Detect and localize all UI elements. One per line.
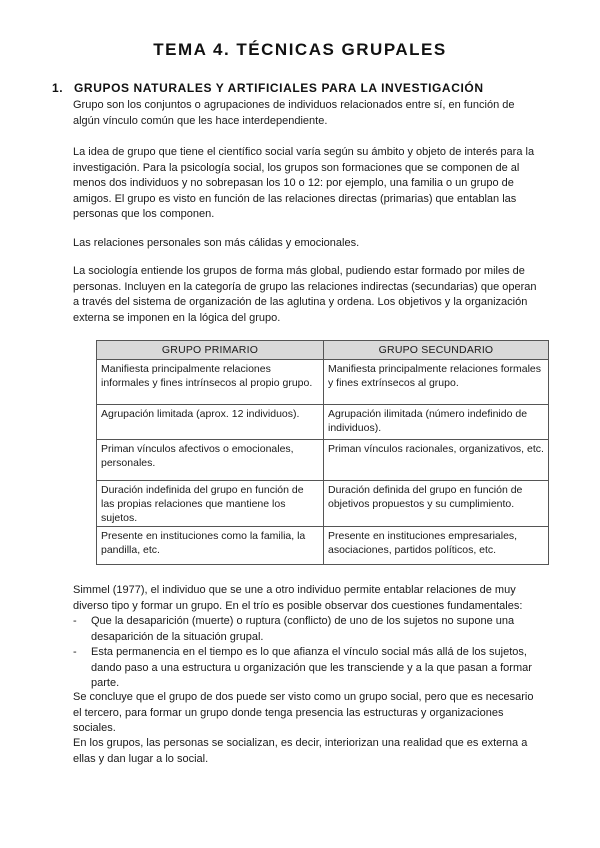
bullet-list (73, 614, 551, 692)
table-cell: Presente en instituciones empresariales, asociaciones, partidos políticos, etc. (324, 527, 549, 565)
table-cell: Priman vínculos racionales, organizativos, etc. (324, 440, 549, 481)
table-cell: Manifiesta principalmente relaciones informales y fines intrínsecos al propio grupo. (97, 360, 324, 405)
bullet-marker: - (73, 646, 77, 658)
table-cell: Agrupación ilimitada (número indefinido de individuos). (324, 405, 549, 440)
table-header-primary: GRUPO PRIMARIO (97, 341, 324, 360)
table-header-secondary: GRUPO SECUNDARIO (324, 341, 549, 360)
table-row (97, 360, 549, 405)
table-row (97, 405, 549, 440)
section-heading-text: GRUPOS NATURALES Y ARTIFICIALES PARA LA INVESTIGACIÓN (74, 81, 484, 95)
table-header-row (97, 341, 549, 360)
paragraph-sociology: La sociología entiende los grupos de forma más global, pudiendo estar formado por miles de personas. Incluyen en la categoría de grupo las relaciones indirectas (secundarias) que operan a través del sistema de organización de las aglutina y ordena. Los objetivos y la organización externa se imponen en la lógica del grupo. (73, 265, 537, 324)
page-title: TEMA 4. TÉCNICAS GRUPALES (153, 40, 447, 59)
paragraph-simmel: Simmel (1977), el individuo que se une a otro individuo permite entablar relaciones de muy diverso tipo y formar un grupo. En el trío es posible observar dos cuestiones fundamentales: (73, 584, 523, 612)
table-row (97, 527, 549, 565)
table-cell: Duración indefinida del grupo en función de las propias relaciones que mantiene los sujetos. (97, 481, 324, 527)
paragraph-social-psychology: La idea de grupo que tiene el científico social varía según su ámbito y objeto de interés para la investigación. Para la psicología social, los grupos son formaciones que se componen de al menos dos individuos y no sobrepasan los 10 o 12: por ejemplo, una familia o un grupo de amigos. El grupo es visto en función de las relaciones directas (primarias) que entablan las personas que los componen. (73, 146, 535, 220)
section-number: 1. (52, 81, 64, 95)
list-item (73, 614, 551, 645)
table-row (97, 481, 549, 527)
list-item-text: Esta permanencia en el tiempo es lo que afianza el vínculo social más allá de los sujetos, dando paso a una estructura u organización que les transciende y a la que pasan a formar parte. (91, 646, 532, 689)
bullet-marker: - (73, 615, 77, 627)
table-cell: Priman vínculos afectivos o emocionales, personales. (97, 440, 324, 481)
paragraph-personal-relations: Las relaciones personales son más cálidas y emocionales. (73, 237, 360, 249)
table-cell: Agrupación limitada (aprox. 12 individuos). (97, 405, 324, 440)
list-item-text: Que la desaparición (muerte) o ruptura (conflicto) de uno de los sujetos no supone una desaparición de la situación grupal. (91, 615, 515, 643)
paragraph-definition: Grupo son los conjuntos o agrupaciones de individuos relacionados entre sí, en función de algún vínculo común que les hace interdependiente. (73, 99, 515, 127)
list-item (73, 645, 551, 692)
table-cell: Duración definida del grupo en función de objetivos propuestos y su cumplimiento. (324, 481, 549, 527)
paragraph-conclusion: Se concluye que el grupo de dos puede ser visto como un grupo social, pero que es necesario el tercero, para formar un grupo donde tenga presencia las estructuras y organizaciones sociales. (73, 691, 534, 734)
table-cell: Presente en instituciones como la familia, la pandilla, etc. (97, 527, 324, 565)
table-row (97, 440, 549, 481)
paragraph-socialization: En los grupos, las personas se socializan, es decir, interiorizan una realidad que es externa a ellas y dan lugar a lo social. (73, 737, 528, 765)
table-cell: Manifiesta principalmente relaciones formales y fines extrínsecos al grupo. (324, 360, 549, 405)
group-comparison-table (96, 340, 549, 565)
section-heading (52, 81, 484, 95)
